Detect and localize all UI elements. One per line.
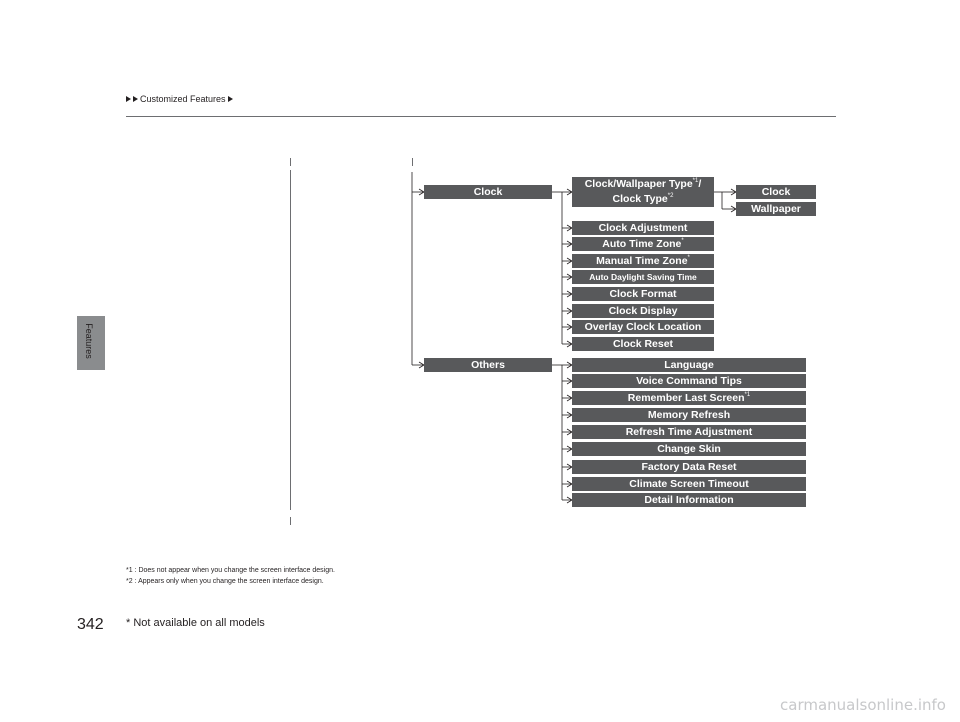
- others-category: Others: [424, 358, 552, 372]
- overlay-clock-location-item: Overlay Clock Location: [572, 320, 714, 334]
- breadcrumb-label: Customized Features: [140, 94, 226, 104]
- clock-type-line2: Clock Type: [612, 193, 668, 205]
- clock-reset-item: Clock Reset: [572, 337, 714, 351]
- footnote-marker: *: [687, 255, 690, 261]
- remember-last-screen-item: Remember Last Screen$^{*1}$: [572, 391, 806, 405]
- language-item: Language: [572, 358, 806, 372]
- clock-type-line1: Clock/Wallpaper Type: [584, 178, 693, 190]
- slash-separator: /: [698, 178, 702, 190]
- detail-information-item: Detail Information: [572, 493, 806, 507]
- auto-dst-item: Auto Daylight Saving Time: [572, 270, 714, 284]
- clock-format-item: Clock Format: [572, 287, 714, 301]
- footnote-marker: *: [681, 238, 684, 244]
- auto-time-zone-item: Auto Time Zone*: [572, 237, 714, 251]
- climate-screen-timeout-item: Climate Screen Timeout: [572, 477, 806, 491]
- change-skin-item: Change Skin: [572, 442, 806, 456]
- clock-display-item: Clock Display: [572, 304, 714, 318]
- footnote-2: *2 : Appears only when you change the screen interface design.: [126, 578, 324, 585]
- type-option-clock: Clock: [736, 185, 816, 199]
- clock-category: Clock: [424, 185, 552, 199]
- footnote-marker: *2: [667, 193, 674, 199]
- page-number: 342: [77, 616, 104, 633]
- memory-refresh-item: Memory Refresh: [572, 408, 806, 422]
- voice-command-tips-item: Voice Command Tips: [572, 374, 806, 388]
- footnote-marker: *1: [744, 392, 751, 398]
- refresh-time-adjustment-item: Refresh Time Adjustment: [572, 425, 806, 439]
- clock-type-item: [572, 177, 714, 207]
- watermark: carmanualsonline.info: [780, 696, 946, 714]
- footnote-1: *1 : Does not appear when you change the screen interface design.: [126, 567, 335, 574]
- type-option-wallpaper: Wallpaper: [736, 202, 816, 216]
- factory-data-reset-item: Factory Data Reset: [572, 460, 806, 474]
- section-label: Features: [84, 323, 94, 359]
- clock-adjustment-item: Clock Adjustment: [572, 221, 714, 235]
- availability-note: * Not available on all models: [126, 617, 265, 629]
- footnote-marker: *1: [692, 178, 699, 184]
- manual-time-zone-item: Manual Time Zone*: [572, 254, 714, 268]
